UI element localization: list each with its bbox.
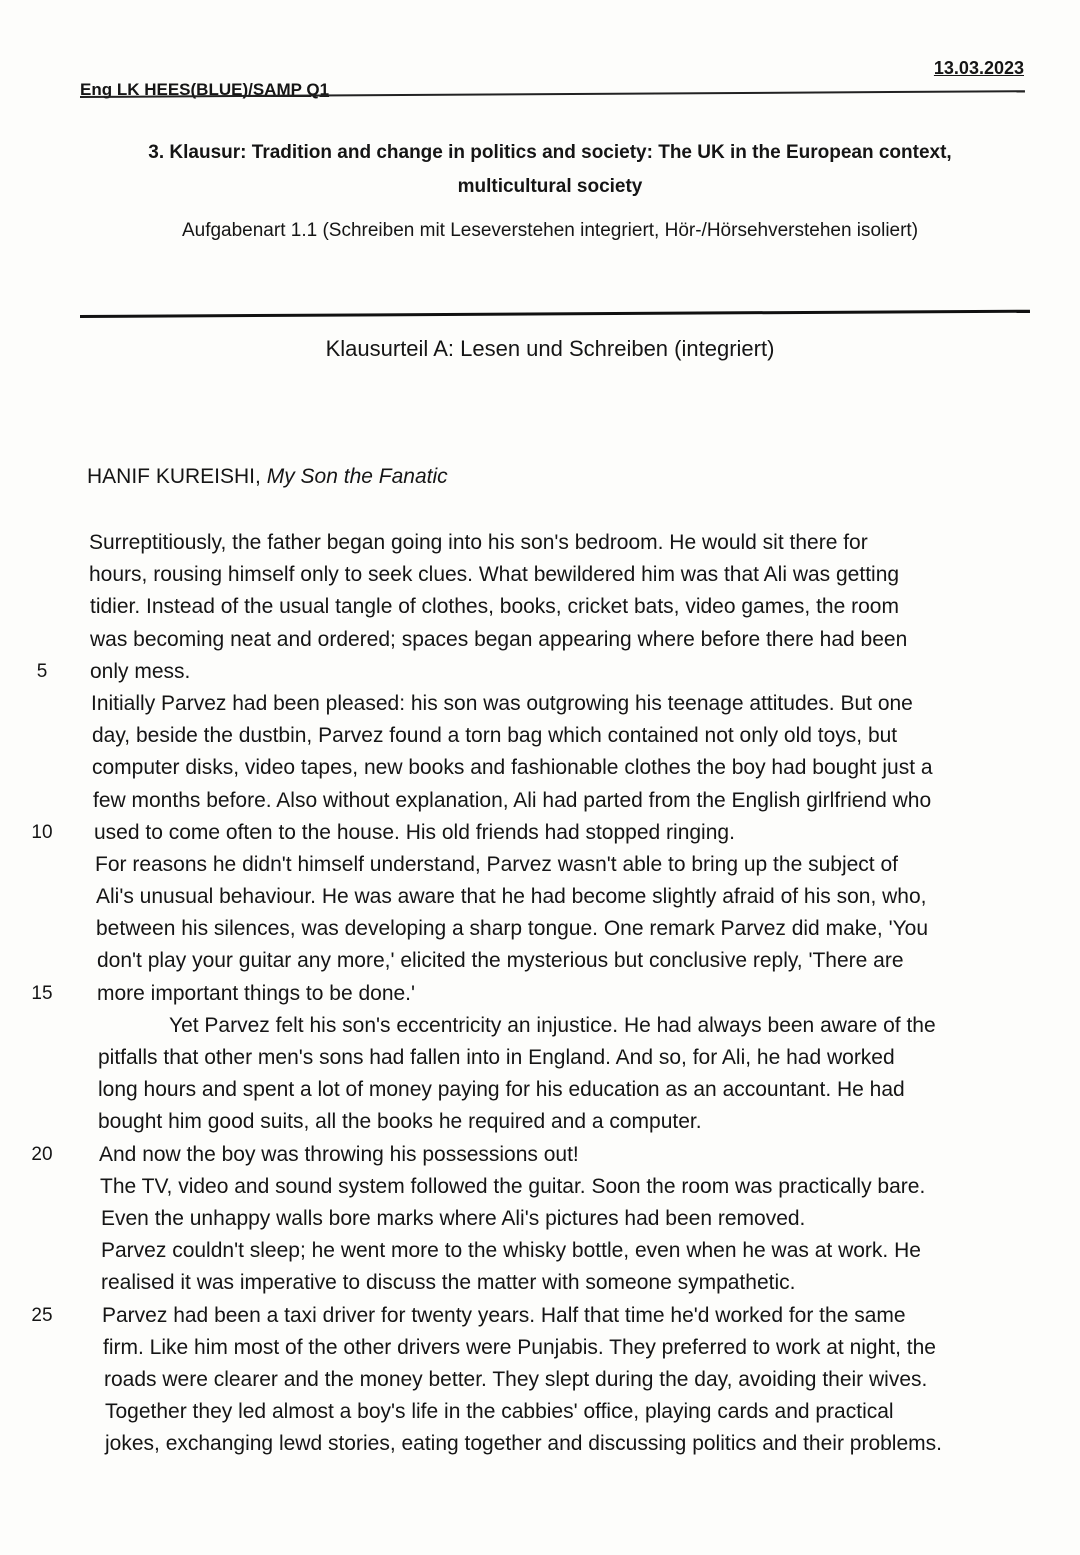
text-line [0,1140,1080,1172]
source-line [87,465,448,489]
section-title: Klausurteil A: Lesen und Schreiben (integriert) [325,336,775,361]
line-text: tidier. Instead of the usual tangle of clothes, books, cricket bats, video games, the room [90,595,899,619]
line-text: For reasons he didn't himself understand, Parvez wasn't able to bring up the subject of [95,852,898,876]
source-separator: , [255,465,267,488]
line-text: Together they led almost a boy's life in the cabbies' office, playing cards and practical [105,1400,894,1424]
text-line [0,1429,1080,1461]
text-line [0,1236,1080,1268]
text-line [0,721,1080,753]
text-line [0,689,1080,721]
text-line [0,753,1080,785]
text-line [0,657,1080,689]
line-number: 20 [31,1143,53,1165]
line-text: only mess. [90,659,191,683]
line-number: 15 [31,982,53,1004]
story-excerpt [0,528,1080,1461]
text-line [0,850,1080,882]
course-code: Eng LK HEES(BLUE)/SAMP Q1 [80,80,330,99]
line-text: Initially Parvez had been pleased: his son was outgrowing his teenage attitudes. But one [91,691,913,715]
text-line [0,979,1080,1011]
line-number: 5 [36,660,48,682]
line-text: And now the boy was throwing his possessions out! [99,1142,579,1166]
text-line [0,882,1080,914]
line-text: Ali's unusual behaviour. He was aware that he had become slightly afraid of his son, who, [96,885,927,909]
text-line [0,1043,1080,1075]
line-text: Yet Parvez felt his son's eccentricity an injustice. He had always been aware of the [169,1013,936,1037]
text-line [0,1268,1080,1300]
line-text: jokes, exchanging lewd stories, eating together and discussing politics and their problems. [105,1432,942,1456]
line-number: 10 [31,821,53,843]
section-divider [80,310,1030,318]
text-line [0,946,1080,978]
line-text: hours, rousing himself only to seek clues. What bewildered him was that Ali was getting [89,563,900,587]
text-line [0,1333,1080,1365]
line-text: don't play your guitar any more,' elicited the mysterious but conclusive reply, 'There are [97,949,904,973]
exam-title-line-2: multicultural society [457,176,643,197]
text-line [0,1397,1080,1429]
exam-title [120,136,980,204]
text-line [0,1107,1080,1139]
text-line [0,625,1080,657]
task-type: Aufgabenart 1.1 (Schreiben mit Leseverstehen integriert, Hör-/Hörsehverstehen isoliert) [181,220,919,241]
text-line [0,592,1080,624]
text-line [0,560,1080,592]
line-text: bought him good suits, all the books he required and a computer. [98,1110,702,1134]
text-line [0,818,1080,850]
text-line [0,1011,1080,1043]
line-text: Even the unhappy walls bore marks where Ali's pictures had been removed. [101,1206,806,1230]
text-line [0,786,1080,818]
work-title: My Son the Fanatic [266,465,448,488]
line-text: computer disks, video tapes, new books and fashionable clothes the boy had bought just a [92,756,933,780]
line-text: day, beside the dustbin, Parvez found a torn bag which contained not only old toys, but [92,724,898,748]
line-text: Parvez couldn't sleep; he went more to the whisky bottle, even when he was at work. He [101,1239,921,1263]
line-text: firm. Like him most of the other drivers were Punjabis. They preferred to work at night, the [103,1335,936,1359]
exam-date: 13.03.2023 [933,58,1024,78]
line-number: 25 [31,1304,53,1326]
text-line [0,1365,1080,1397]
text-line [0,914,1080,946]
text-line [0,528,1080,560]
line-text: The TV, video and sound system followed the guitar. Soon the room was practically bare. [100,1174,926,1198]
line-text: Surreptitiously, the father began going into his son's bedroom. He would sit there for [89,531,868,554]
text-line [0,1301,1080,1333]
text-line [0,1172,1080,1204]
line-text: Parvez had been a taxi driver for twenty years. Half that time he'd worked for the same [102,1303,906,1327]
line-text: between his silences, was developing a sharp tongue. One remark Parvez did make, 'You [96,917,929,941]
line-text: more important things to be done.' [97,981,416,1005]
line-text: few months before. Also without explanation, Ali had parted from the English girlfriend who [93,788,932,812]
line-text: pitfalls that other men's sons had fallen into in England. And so, for Ali, he had worked [98,1046,895,1069]
author-name: HANIF KUREISHI [87,465,256,488]
line-text: was becoming neat and ordered; spaces began appearing where before there had been [90,627,908,651]
text-line [0,1075,1080,1107]
line-text: long hours and spent a lot of money paying for his education as an accountant. He had [98,1078,905,1102]
line-text: used to come often to the house. His old friends had stopped ringing. [94,820,735,844]
exam-title-line-1: 3. Klausur: Tradition and change in politics and society: The UK in the European context, [148,142,952,163]
line-text: roads were clearer and the money better. They slept during the day, avoiding their wives. [104,1367,928,1391]
line-text: realised it was imperative to discuss the matter with someone sympathetic. [101,1271,796,1295]
text-line [0,1204,1080,1236]
